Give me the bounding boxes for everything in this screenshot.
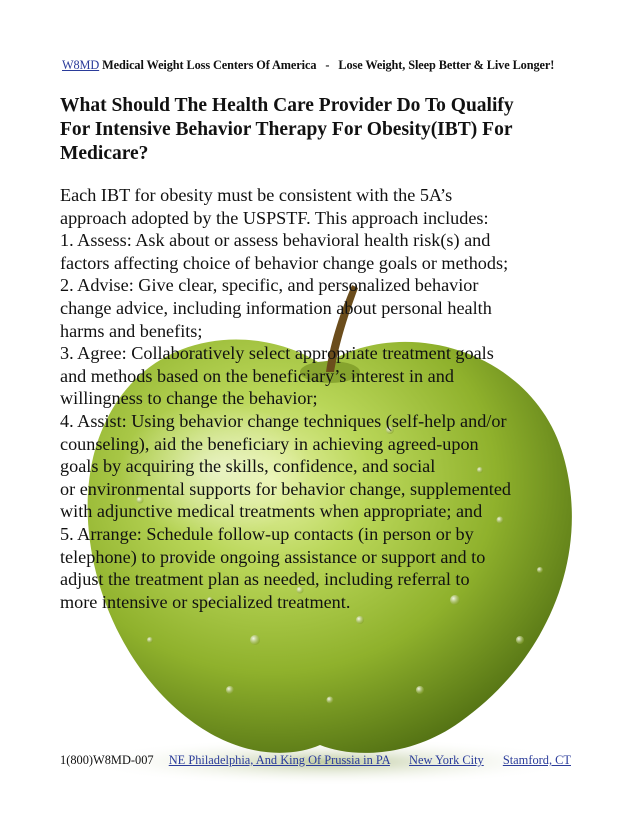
title-line: For Intensive Behavior Therapy For Obesity(IBT) For [60,119,513,140]
title-line: Medicare? [60,143,149,164]
body-line: willingness to change the behavior; [60,388,318,409]
footer-phone: 1(800)W8MD-007 [60,753,154,767]
body-line: adjust the treatment plan as needed, including referral to [60,569,470,590]
body-line: with adjunctive medical treatments when appropriate; and [60,501,483,522]
body-line: Each IBT for obesity must be consistent with the 5A’s [60,185,453,205]
title-line: What Should The Health Care Provider Do To Qualify [60,95,514,116]
body-line: counseling), aid the beneficiary in achieving agreed-upon [60,433,479,454]
page-title [60,94,580,166]
body-line: telephone) to provide ongoing assistance or support and to [60,546,486,567]
body-line: change advice, including information about personal health [60,297,492,318]
body-line: 5. Arrange: Schedule follow-up contacts (in person or by [60,523,474,544]
body-line: or environmental supports for behavior change, supplemented [60,478,512,499]
footer-link-stamford[interactable]: Stamford, CT [502,753,571,767]
header-separator: - [325,58,330,72]
body-line: 2. Advise: Give clear, specific, and personalized behavior [60,275,479,296]
footer-link-new-york[interactable]: New York City [409,753,484,767]
body-line: more intensive or specialized treatment. [60,591,351,612]
footer-link-philadelphia[interactable]: NE Philadelphia, And King Of Prussia in PA [168,753,390,767]
site-footer [60,753,620,768]
body-line: goals by acquiring the skills, confidence, and social [60,456,436,477]
body-line: 3. Agree: Collaboratively select appropriate treatment goals [60,343,494,364]
body-line: harms and benefits; [60,320,203,341]
header-title: Medical Weight Loss Centers Of America [102,58,317,72]
header-tagline: Lose Weight, Sleep Better & Live Longer! [338,58,555,72]
body-text [60,184,590,613]
body-line: and methods based on the beneficiary’s interest in and [60,365,454,386]
w8md-link[interactable]: W8MD [62,58,100,72]
body-line: factors affecting choice of behavior change goals or methods; [60,252,509,273]
body-line: 4. Assist: Using behavior change techniques (self-help and/or [60,410,507,431]
site-header [62,58,582,73]
body-line: 1. Assess: Ask about or assess behavioral health risk(s) and [60,230,491,251]
body-line: approach adopted by the USPSTF. This approach includes: [60,207,489,228]
